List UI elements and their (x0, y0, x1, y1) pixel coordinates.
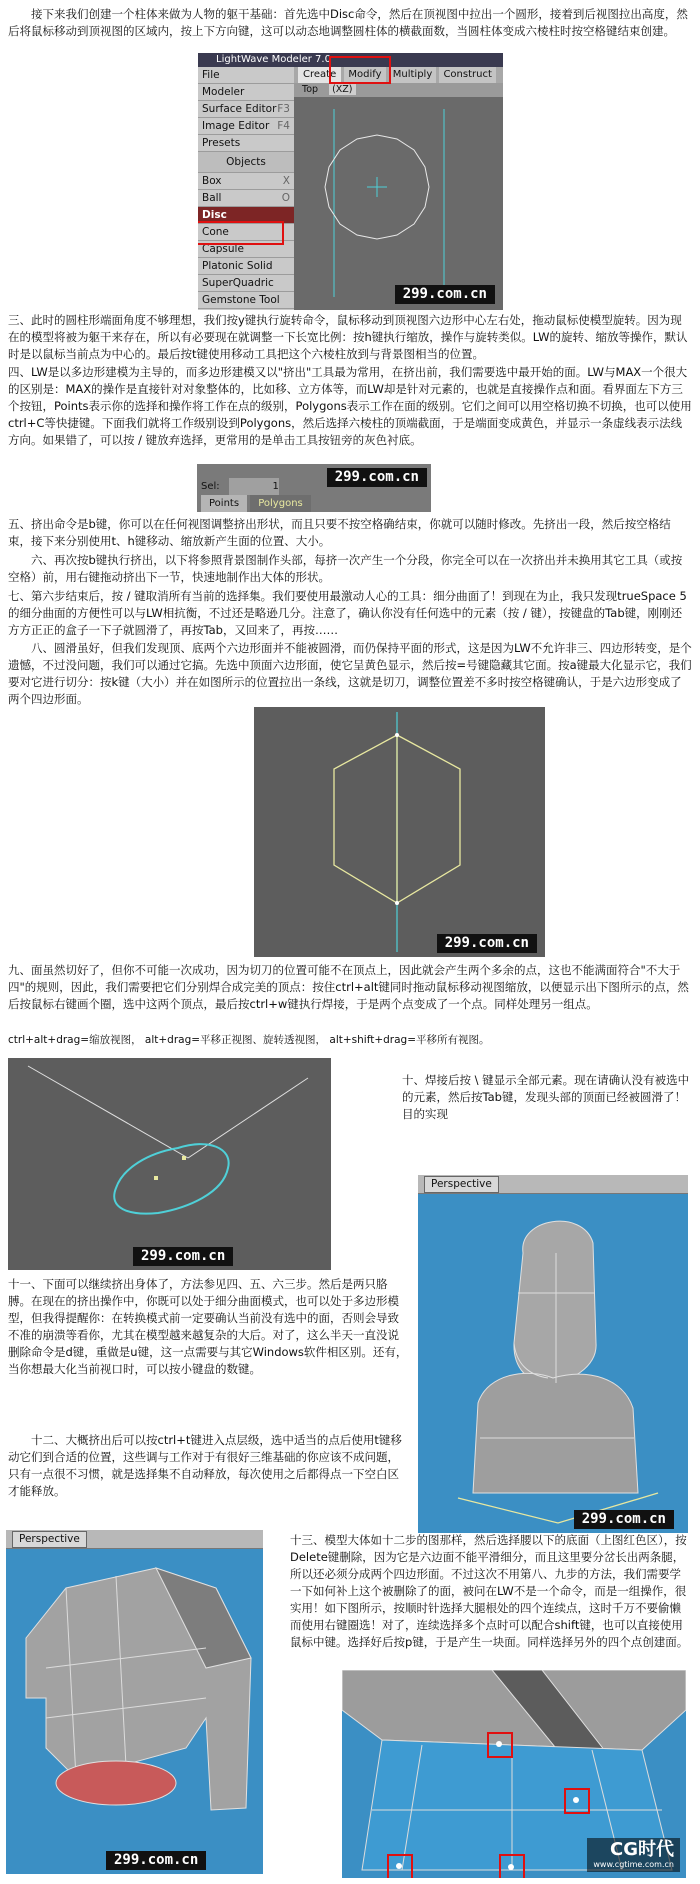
tool-cone[interactable]: Cone (198, 224, 294, 241)
tab-bar (294, 67, 503, 83)
watermark: 299.com.cn (574, 1510, 674, 1529)
watermark: 299.com.cn (395, 285, 495, 304)
shortcut-captions: ctrl+alt+drag=缩放视图， alt+drag=平移正视图、旋转透视图， alt+shift+drag=平移所有视图。 (8, 1034, 490, 1046)
paragraph-9: 九、面虽然切好了，但你不可能一次成功，因为切刀的位置可能不在顶点上，因此就会产生两个多余的点，这也不能满面符合"不大于四"的规则，因此，我们需要把它们分别焊合成完美的顶点：按住ctrl+alt键同时拖动鼠标移动视图缩放，以便显示出下图所示的点，然后按鼠标右键画个圈，选中这两个顶点，最后按ctrl+w键执行焊接，于是两个点变成了一个点。同样处理另一组点。 (8, 963, 689, 1011)
paragraph-12: 十二、大概挤出后可以按ctrl+t键进入点层级，选中适当的点后使用t键移动它们到合适的位置，这些调与工作对于有很好三维基础的你应该不成问题，只有一点很不习惯，就是选择集不自动释放，每次使用之后都得点一下空白区才能释放。 (8, 1433, 402, 1498)
watermark: 299.com.cn (133, 1247, 233, 1266)
points-button[interactable]: Points (201, 495, 247, 512)
perspective-dropdown[interactable]: Perspective (12, 1531, 87, 1548)
menu-item-file[interactable]: File (198, 67, 294, 84)
head-perspective-screenshot (418, 1175, 688, 1533)
tab-construct[interactable]: Construct (439, 67, 495, 83)
paragraph-11: 十一、下面可以继续挤出身体了，方法参见四、五、六三步。然后是两只胳膊。在现在的挤出操作中，你既可以处于细分曲面模式，也可以处于多边形模型，但我得提醒你：在转换模式前一定要确认当前没有选中的面，否则会导致不准的崩溃等看你，尤其在模型越来越复杂的大后。对了，这么半天一直没说删除命令是d键，重做是u键，这一点需要与其它Windows软件相区别。还有，当你想最大化当前视口时，可以按小键盘的数键。 (8, 1277, 408, 1376)
paragraph-10: 十、焊接后按 \ 键显示全部元素。现在请确认没有被选中的元素，然后按Tab键，发现头部的顶面已经被圆滑了！目的实现 (402, 1073, 690, 1121)
lightwave-screenshot (198, 53, 503, 310)
tool-box[interactable]: Box X (198, 173, 294, 190)
viewport-header (294, 83, 503, 97)
menu-item-surface-editor[interactable]: Surface Editor F3 (198, 101, 294, 118)
weld-viewport[interactable] (8, 1058, 331, 1270)
tool-disc[interactable]: Disc (198, 207, 294, 224)
selection-mode-screenshot (197, 464, 431, 512)
paragraph-8: 八、圆滑虽好，但我们发现顶、底两个六边形面并不能被圆滑，而仍保持平面的形式，这是因为LW不允许非三、四边形转变，是个遗憾，不过没问题，我们可以通过它搞。先选中顶面六边形面，使它呈黄色显示，然后按=号键隐藏其它面。按a键最大化显示它，我们要对它进行切分：按k键（大小）并在如图所示的位置拉出一条线，这就是切刀，调整位置差不多时按空格键确认，于是六边形变成了两个四边形面。 (8, 641, 692, 706)
hexagon-viewport-screenshot (254, 707, 545, 957)
cg-time-logo (587, 1838, 680, 1872)
tool-capsule[interactable]: Capsule (198, 241, 294, 258)
sel-row: Sel: 1 (201, 478, 279, 495)
lasso-selection (114, 1144, 228, 1214)
head-model (418, 1193, 688, 1533)
highlight-create-tab (329, 56, 391, 84)
weld-viewport-screenshot (8, 1058, 331, 1270)
tab-modify[interactable]: Modify (344, 67, 385, 83)
highlight-point-4 (499, 1854, 525, 1878)
view-label[interactable]: Top (302, 84, 319, 95)
menu-panel (198, 67, 294, 310)
deleted-bottom-face (56, 1761, 176, 1805)
paragraph-4: 四、LW是以多边形建模为主导的，而多边形建模又以"挤出"工具最为常用，在挤出前，我们需要选中最开始的面。LW与MAX一个很大的区别是：MAX的操作是直接针对对象整体的，比如移、立方体等，而LW却是针对元素的，也就是直接操作点和面。看界面左下方三个按钮，Points表示你的选择和操作将工作在点的级别，Polygons表示工作在面的级别。它们之间可以用空格切换不切换，也可以使用ctrl+C等快捷键。下面我们就将工作级别设到Polygons，然后选择六棱柱的顶端截面，于是端面变成黄色，并显示一条虚线表示法线方向。如果错了，可以按 / 键放弃选择，更常用的是单击工具按钮旁的灰色衬底。 (8, 365, 692, 447)
top-viewport[interactable] (294, 97, 503, 310)
tab-create[interactable]: Create (298, 67, 341, 83)
torso-perspective-screenshot (6, 1530, 263, 1874)
paragraph-5: 五、挤出命令是b键，你可以在任何视图调整挤出形状，而且只要不按空格确结束，你就可以随时修改。先挤出一段，然后按空格结束，接下来分别使用t、h键移动、缩放新产生面的位置、大小。 (8, 517, 671, 548)
logo-url: www.cgtime.com.cn (593, 1860, 674, 1869)
highlight-point-2 (564, 1788, 590, 1814)
logo-brand: CG时代 (610, 1839, 674, 1860)
tool-ball[interactable]: Ball O (198, 190, 294, 207)
tab-multiply[interactable]: Multiply (389, 67, 437, 83)
watermark: 299.com.cn (327, 468, 427, 487)
view-mode[interactable]: (XZ) (329, 84, 355, 95)
watermark: 299.com.cn (106, 1851, 206, 1870)
viewport-header (6, 1530, 263, 1549)
menu-item-presets[interactable]: Presets (198, 135, 294, 152)
torso-model (6, 1548, 263, 1874)
tool-superquadric[interactable]: SuperQuadric (198, 275, 294, 292)
objects-header: Objects (198, 152, 294, 173)
highlight-disc (198, 221, 284, 245)
highlight-point-3 (387, 1854, 413, 1878)
mode-row (201, 495, 311, 512)
intro-paragraph: 接下来我们创建一个柱体来做为人物的躯干基础：首先选中Disc命令，然后在顶视图中拉出一个圆形，接着到后视图拉出高度，然后将鼠标移动到顶视图的区域内，按上下方向键，这可以动态地调整圆柱体的横截面数，当圆柱体变成六棱柱时按空格键结束创建。 (8, 7, 688, 38)
paragraph-3: 三、此时的圆柱形端面角度不够理想，我们按y键执行旋转命令，鼠标移动到顶视图六边形中心左右处，拖动鼠标使模型旋转。因为现在的模型将被为躯干来存在，所以有必要现在就调整一下长宽比例：按h键执行缩放，操作与旋转类似。LW的旋转、缩放等操作，默认时是以鼠标当前点为中心的。最后按t键使用移动工具把这个六棱柱放到与背景图相当的位置。 (8, 313, 688, 361)
highlight-point-1 (487, 1732, 513, 1758)
polygons-button[interactable]: Polygons (250, 495, 311, 512)
tool-platonic-solid[interactable]: Platonic Solid (198, 258, 294, 275)
menu-item-modeler[interactable]: Modeler (198, 84, 294, 101)
sel-count: 1 (229, 478, 279, 495)
paragraph-13: 十三、模型大体如十二步的图那样，然后选择腰以下的底面（上图红色区），按Delete键删除，因为它是六边面不能平滑细分，而且这里要分岔长出两条腿，所以还必须分成两个四边形面。不过这次不用第八、九步的方法，我们需要学一下如何补上这个被删除了的面，被问在LW不是一个命令，而是一组操作，很实用！如下图所示，按顺时针选择大腿根处的四个连续点，这时千万不要偷懒而使用右键圈选！对了，连续选择多个点时可以配合shift键，也可以直接使用鼠标中键。选择好后按p键，于是产生一块面。同样选择另外的四个点创建面。 (290, 1533, 689, 1649)
menu-item-image-editor[interactable]: Image Editor F4 (198, 118, 294, 135)
paragraph-6: 六、再次按b键执行挤出，以下将参照背景图制作头部，每挤一次产生一个分段，你完全可以在一次挤出并未换用其它工具（或按空格）前，用右键拖动挤出下一节，快速地制作出大体的形状。 (8, 553, 683, 584)
viewport-header (418, 1175, 688, 1194)
watermark: 299.com.cn (437, 934, 537, 953)
leg-base-screenshot (342, 1670, 686, 1878)
tool-gemstone[interactable]: Gemstone Tool (198, 292, 294, 309)
hexagon-viewport[interactable] (254, 707, 545, 957)
paragraph-7: 七、第六步结束后，按 / 键取消所有当前的选择集。我们要使用最激动人心的工具：细分曲面了！到现在为止，我只发现trueSpace 5的细分曲面的方便性可以与LW相抗衡，不过还是略逊几分。注意了，确认你没有任何选中的元素（按 / 键），按键盘的Tab键，刚刚还方方正正的盒子一下子就圆滑了，再按Tab，又回来了，再按…… (8, 589, 687, 637)
app-title: LightWave Modeler 7.0 (216, 54, 331, 65)
perspective-dropdown[interactable]: Perspective (424, 1176, 499, 1193)
